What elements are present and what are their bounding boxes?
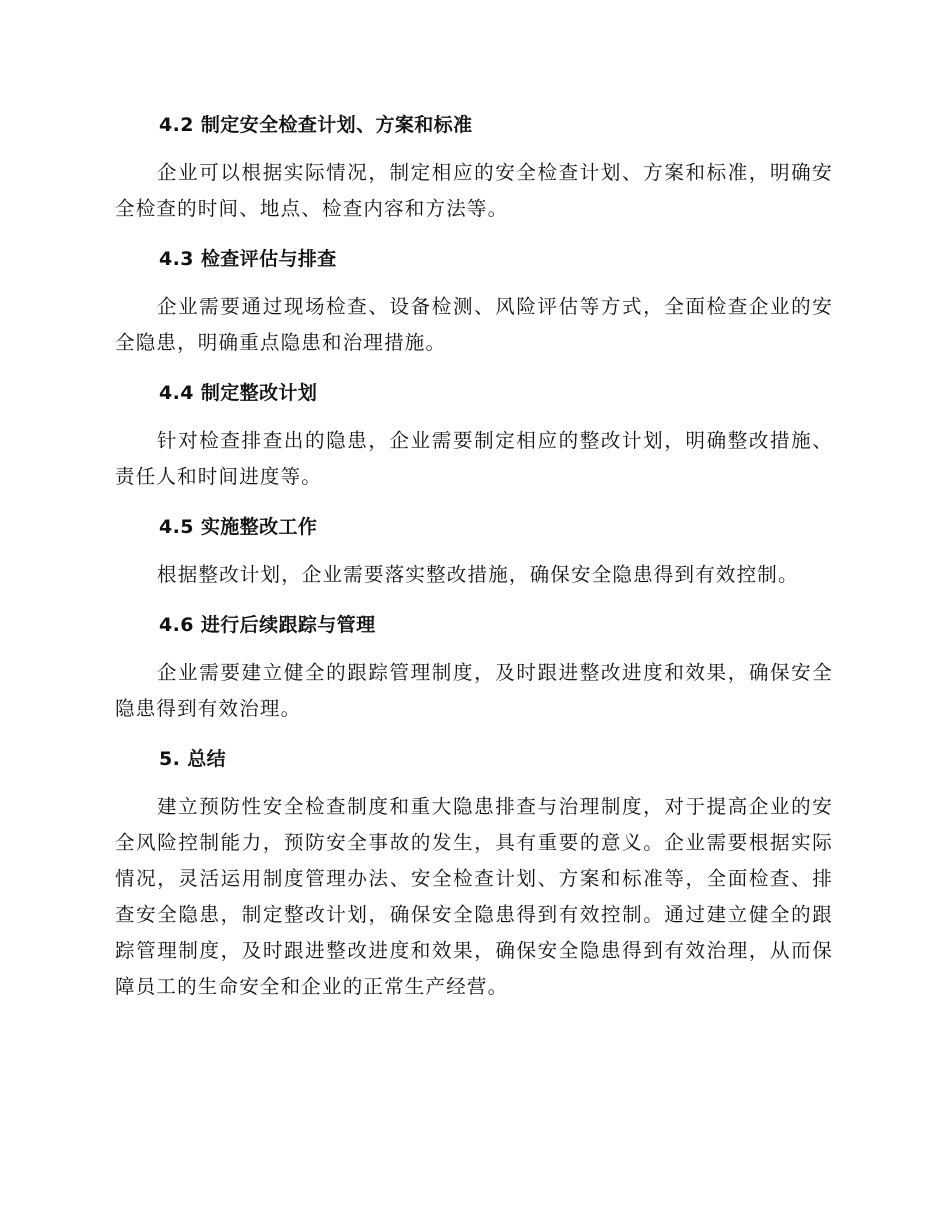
section-paragraph-4-6: 企业需要建立健全的跟踪管理制度，及时跟进整改进度和效果，确保安全隐患得到有效治理。: [115, 661, 833, 720]
spacer: [115, 411, 833, 423]
section-paragraph-4-4: 针对检查排查出的隐患，企业需要制定相应的整改计划，明确整改措施、责任人和时间进度等。: [115, 429, 833, 488]
spacer: [115, 593, 833, 607]
section-paragraph-4-5: 根据整改计划，企业需要落实整改措施，确保安全隐患得到有效控制。: [157, 563, 799, 586]
spacer: [115, 495, 833, 509]
section-heading-4-2: 4.2 制定安全检查计划、方案和标准: [159, 114, 473, 136]
spacer: [115, 727, 833, 741]
section-paragraph-5: 建立预防性安全检查制度和重大隐患排查与治理制度，对于提高企业的安全风险控制能力，预防安全事故的发生，具有重要的意义。企业需要根据实际情况，灵活运用制度管理办法、安全检查计划、方案和标准等，全面检查、排查安全隐患，制定整改计划，确保安全隐患得到有效控制。通过建立健全的跟踪管理制度，及时跟进整改进度和效果，确保安全隐患得到有效治理，从而保障员工的生命安全和企业的正常生产经营。: [115, 795, 833, 998]
spacer: [115, 777, 833, 789]
spacer: [115, 545, 833, 557]
section-heading-4-5: 4.5 实施整改工作: [159, 516, 318, 538]
section-heading-4-3: 4.3 检查评估与排查: [159, 248, 337, 270]
spacer: [115, 143, 833, 155]
spacer: [115, 277, 833, 289]
spacer: [115, 227, 833, 241]
document-page: [115, 96, 833, 1005]
spacer: [115, 361, 833, 375]
section-paragraph-4-2: 企业可以根据实际情况，制定相应的安全检查计划、方案和标准，明确安全检查的时间、地点、检查内容和方法等。: [115, 161, 833, 220]
spacer: [115, 643, 833, 655]
section-heading-5: 5. 总结: [159, 748, 227, 770]
section-heading-4-4: 4.4 制定整改计划: [159, 382, 318, 404]
section-paragraph-4-3: 企业需要通过现场检查、设备检测、风险评估等方式，全面检查企业的安全隐患，明确重点隐患和治理措施。: [115, 295, 833, 354]
section-heading-4-6: 4.6 进行后续跟踪与管理: [159, 614, 376, 636]
